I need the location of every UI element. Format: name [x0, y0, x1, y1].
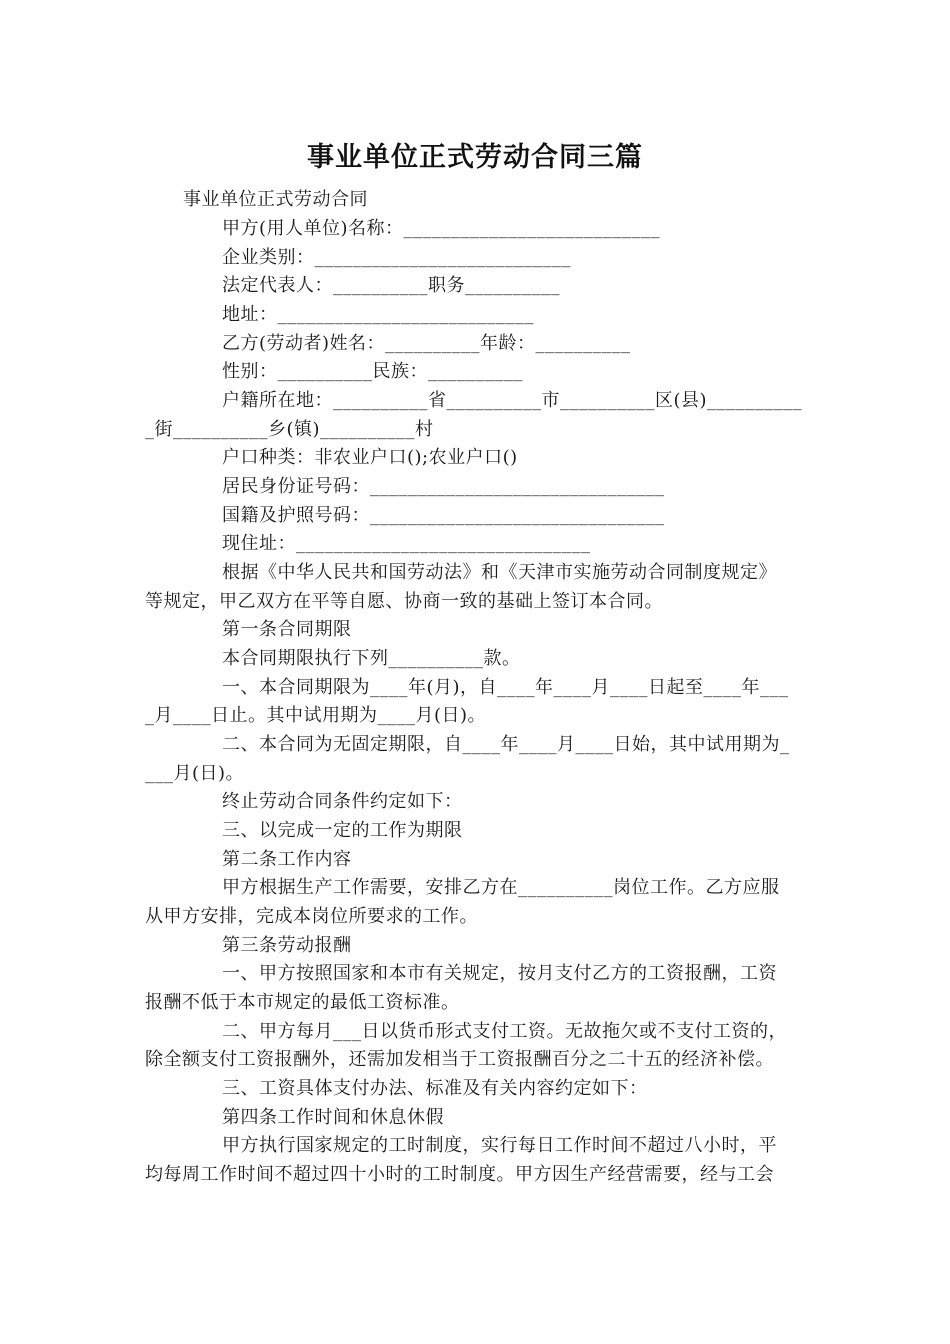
- party-a-name-line: 甲方(用人单位)名称：___________________________: [222, 218, 661, 239]
- subtitle-line: 事业单位正式劳动合同: [183, 189, 368, 210]
- passport-line: 国籍及护照号码：_______________________________: [222, 505, 665, 526]
- paragraph-line: 三、以完成一定的工作为期限: [222, 820, 463, 841]
- paragraph-line: 本合同期限执行下列__________款。: [222, 648, 521, 669]
- household-line: 户籍所在地：__________省__________市__________区(县)__________: [222, 390, 803, 411]
- enterprise-type-line: 企业类别：___________________________: [222, 247, 571, 268]
- current-address-line: 现住址：_______________________________: [222, 533, 591, 554]
- article-heading: 第一条合同期限: [222, 619, 352, 640]
- paragraph-line: 一、甲方按照国家和本市有关规定，按月支付乙方的工资报酬，工资: [222, 963, 777, 984]
- paragraph-line: _月____日止。其中试用期为____月(日)。: [145, 705, 487, 726]
- paragraph-line: 除全额支付工资报酬外，还需加发相当于工资报酬百分之二十五的经济补偿。: [145, 1049, 774, 1070]
- legal-rep-line: 法定代表人：__________职务__________: [222, 275, 560, 296]
- gender-line: 性别：__________民族：__________: [222, 361, 523, 382]
- paragraph-line: 根据《中华人民共和国劳动法》和《天津市实施劳动合同制度规定》: [222, 562, 777, 583]
- article-heading: 第四条工作时间和休息休假: [222, 1107, 444, 1128]
- paragraph-line: 均每周工作时间不超过四十小时的工时制度。甲方因生产经营需要，经与工会: [145, 1164, 774, 1185]
- paragraph-line: 甲方根据生产工作需要，安排乙方在__________岗位工作。乙方应服: [222, 877, 780, 898]
- address-line: 地址：___________________________: [222, 304, 534, 325]
- paragraph-line: 终止劳动合同条件约定如下：: [222, 791, 463, 812]
- paragraph-line: 一、本合同期限为____年(月)，自____年____月____日起至____年___: [222, 677, 789, 698]
- household-line-cont: _街__________乡(镇)__________村: [145, 419, 434, 440]
- paragraph-line: 等规定，甲乙双方在平等自愿、协商一致的基础上签订本合同。: [145, 591, 663, 612]
- paragraph-line: 三、工资具体支付办法、标准及有关内容约定如下：: [222, 1078, 648, 1099]
- paragraph-line: ___月(日)。: [145, 763, 245, 784]
- document-title: 事业单位正式劳动合同三篇: [307, 142, 643, 173]
- paragraph-line: 从甲方安排，完成本岗位所要求的工作。: [145, 906, 478, 927]
- paragraph-line: 报酬不低于本市规定的最低工资标准。: [145, 992, 460, 1013]
- hukou-type-line: 户口种类：非农业户口();农业户口(): [222, 447, 518, 468]
- party-b-name-line: 乙方(劳动者)姓名：__________年龄：__________: [222, 333, 631, 354]
- article-heading: 第三条劳动报酬: [222, 935, 352, 956]
- paragraph-line: 二、甲方每月___日以货币形式支付工资。无故拖欠或不支付工资的，: [222, 1021, 787, 1042]
- id-number-line: 居民身份证号码：_______________________________: [222, 476, 665, 497]
- paragraph-line: 甲方执行国家规定的工时制度，实行每日工作时间不超过八小时，平: [222, 1135, 777, 1156]
- article-heading: 第二条工作内容: [222, 849, 352, 870]
- paragraph-line: 二、本合同为无固定期限，自____年____月____日始，其中试用期为_: [222, 734, 790, 755]
